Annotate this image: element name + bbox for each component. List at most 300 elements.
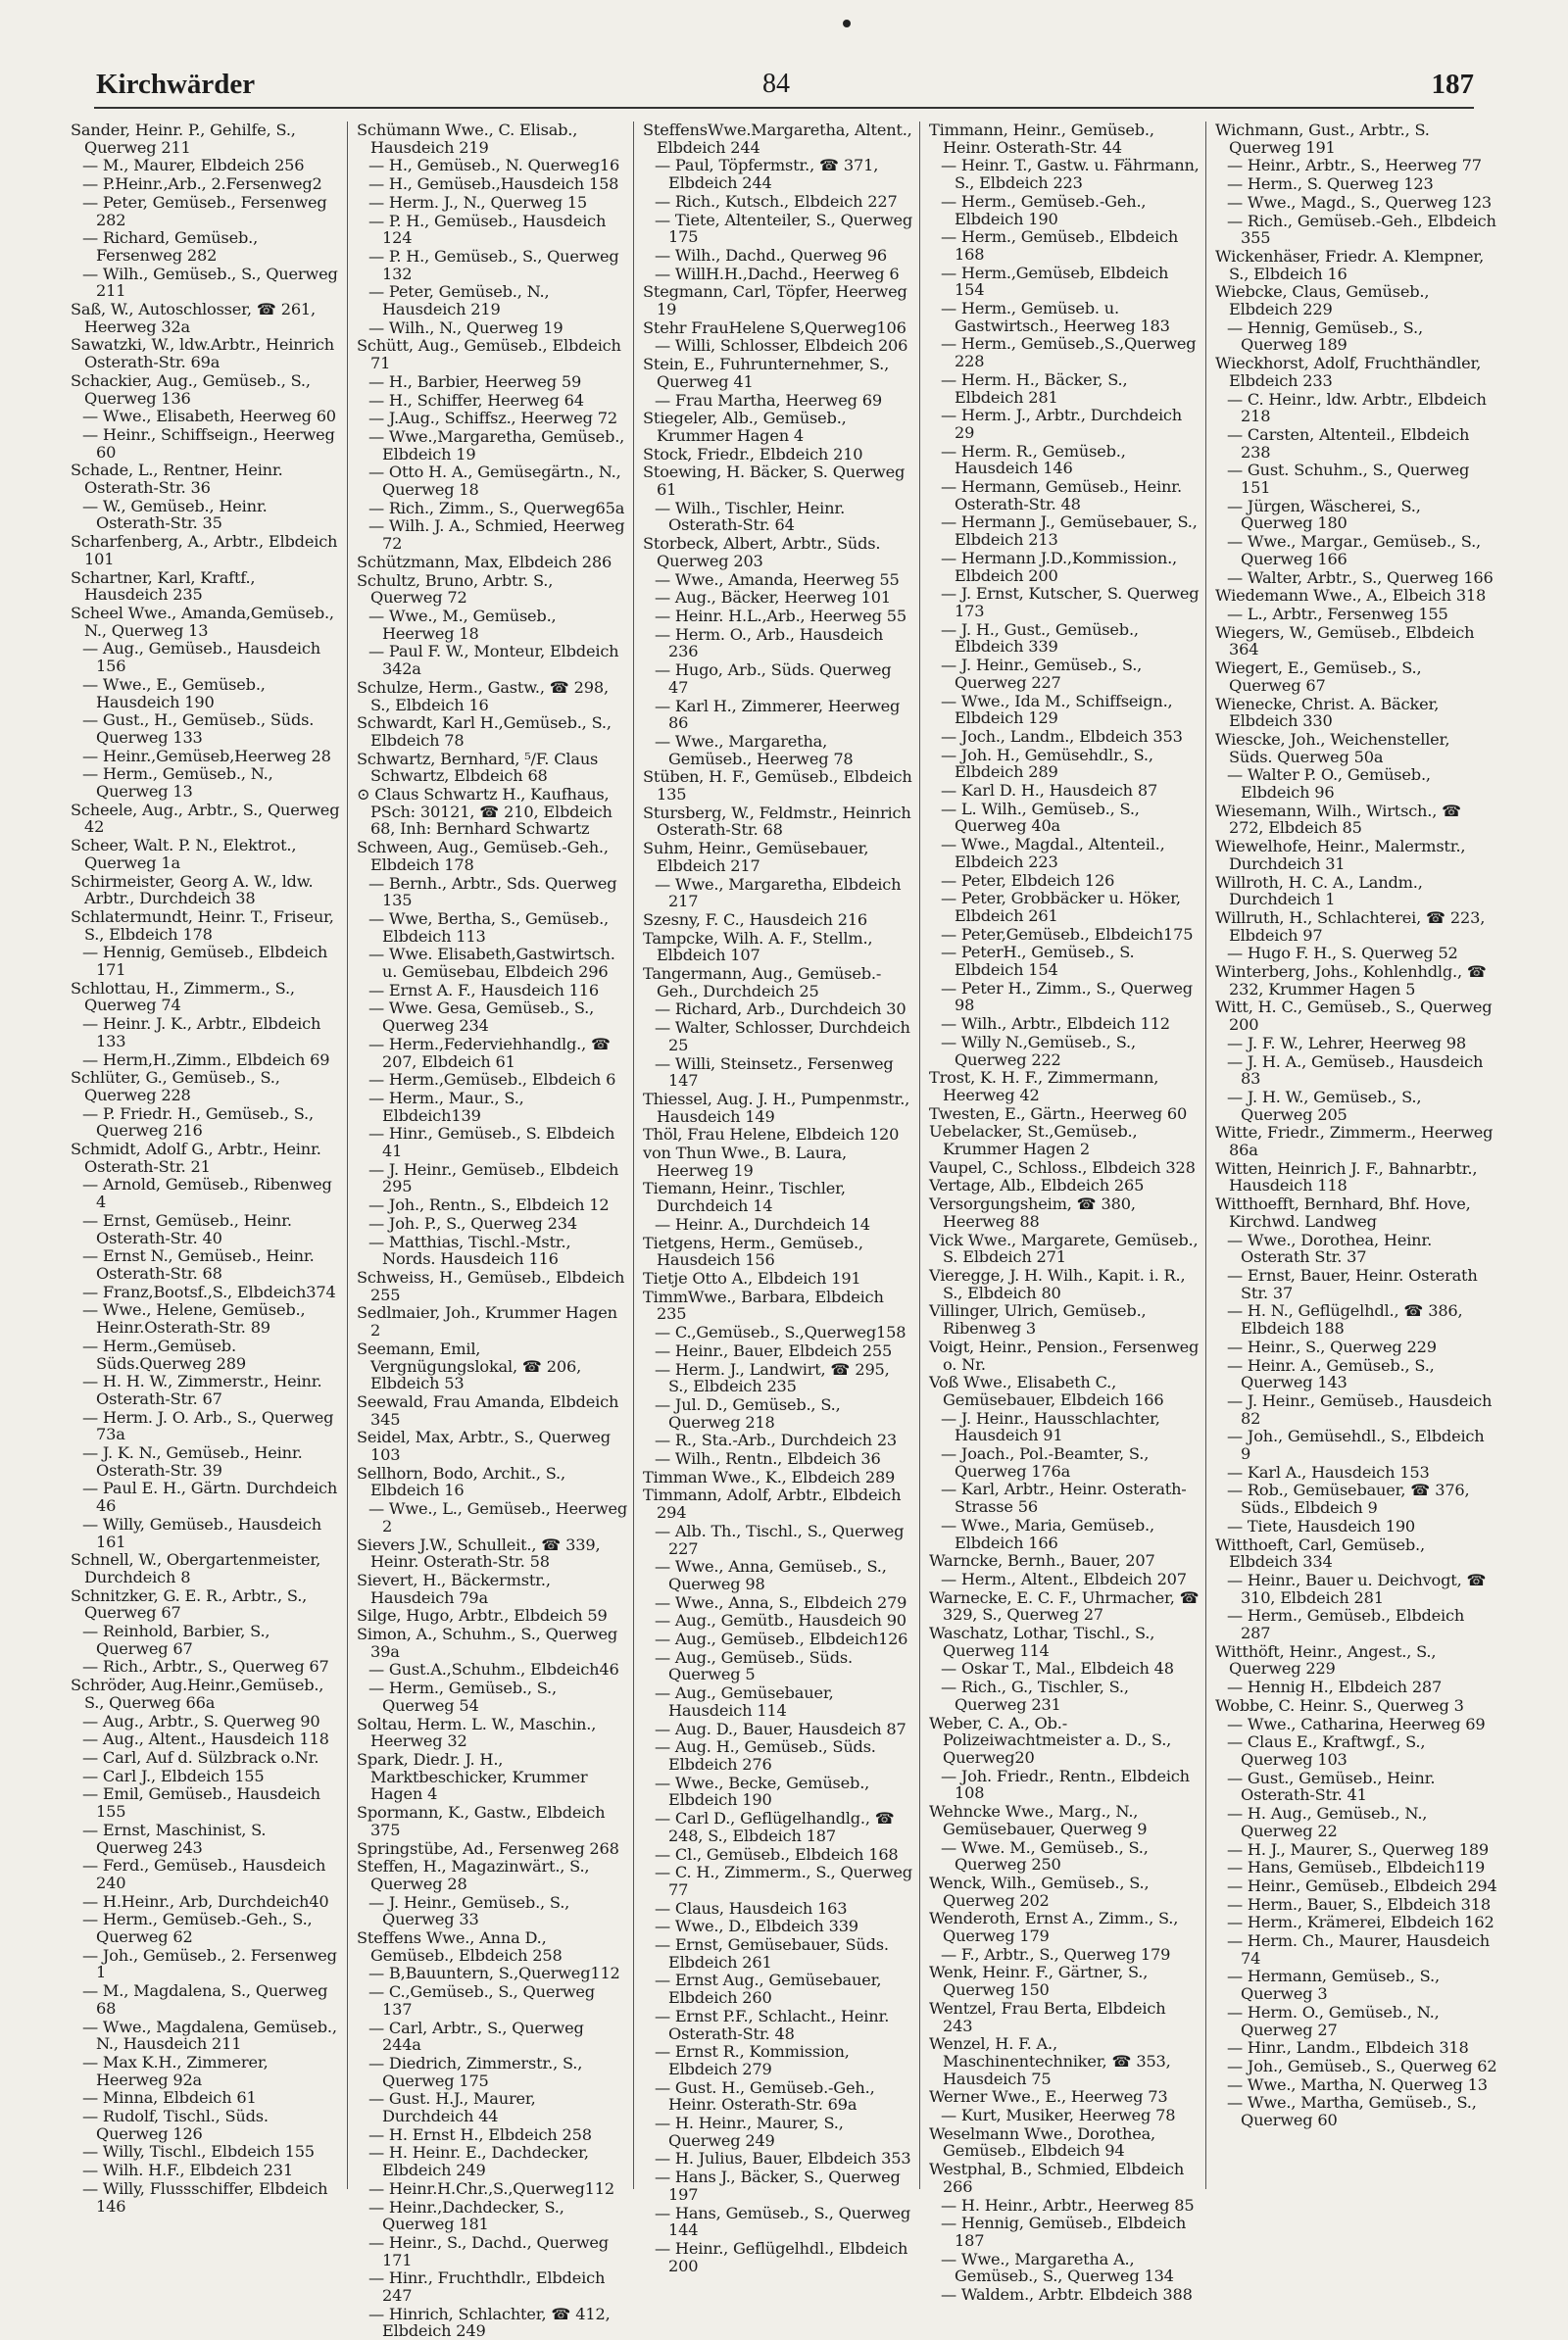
directory-entry: — Emil, Gemüseb., Hausdeich 155 — [82, 1784, 320, 1822]
directory-entry: SteffensWwe.Margaretha, Altent., Elbdeich 244 — [643, 121, 912, 157]
directory-column-1 — [67, 121, 341, 2216]
directory-entry: — H., Gemüseb., N. Querweg16 — [368, 156, 620, 175]
directory-entry: Schirmeister, Georg A. W., ldw. Arbtr., Durchdeich 38 — [71, 871, 314, 908]
directory-columns — [67, 121, 1497, 2340]
directory-entry: Tangermann, Aug., Gemüseb.-Geh., Durchdeich 25 — [643, 964, 882, 1000]
directory-entry: — M., Maurer, Elbdeich 256 — [82, 156, 305, 175]
directory-entry: — Carl, Arbtr., S., Querweg 244a — [368, 2018, 584, 2055]
directory-entry: Schlottau, H., Zimmerm., S., Querweg 74 — [71, 978, 295, 1015]
directory-entry: Schween, Aug., Gemüseb.-Geh., Elbdeich 178 — [357, 838, 609, 874]
directory-entry: — Rob., Gemüsebauer, ☎ 376, Süds., Elbdeich 9 — [1227, 1481, 1470, 1518]
directory-entry: — Waldem., Arbtr. Elbdeich 388 — [941, 2285, 1193, 2305]
directory-column-5 — [1211, 122, 1497, 2189]
directory-entry: — Willy, Flussschiffer, Elbdeich 146 — [82, 2178, 328, 2216]
directory-entry: — Max K.H., Zimmerer, Heerweg 92a — [82, 2052, 269, 2089]
directory-entry: Wiegert, E., Gemüseb., S., Querweg 67 — [1215, 658, 1422, 695]
directory-entry: — Rich., Arbtr., S., Querweg 67 — [82, 1657, 329, 1677]
directory-entry: — J. K. N., Gemüseb., Heinr. Osterath-Str. 39 — [82, 1443, 303, 1480]
directory-entry: Wiesemann, Wilh., Wirtsch., ☎ 272, Elbdeich 85 — [1215, 801, 1462, 838]
directory-entry: — Wwe. Elisabeth,Gastwirtsch. u. Gemüsebau, Elbdeich 296 — [368, 945, 615, 982]
directory-entry: — Herm., Altent., Elbdeich 207 — [941, 1569, 1187, 1588]
directory-entry: — Hermann J., Gemüsebauer, S., Elbdeich 213 — [941, 512, 1198, 550]
directory-entry: Stein, E., Fuhrunternehmer, S., Querweg 41 — [643, 355, 890, 391]
directory-entry: — Wwe., Ida M., Schiffseign., Elbdeich 129 — [941, 691, 1173, 728]
directory-entry: — Carl D., Geflügelhandlg., ☎ 248, S., Elbdeich 187 — [655, 1809, 895, 1845]
directory-entry: — Karl D. H., Hausdeich 87 — [941, 781, 1158, 801]
directory-entry: — Richard, Gemüseb., Fersenweg 282 — [82, 228, 259, 265]
directory-entry: — Diedrich, Zimmerstr., S., Querweg 175 — [368, 2053, 583, 2090]
directory-entry: — Richard, Arb., Durchdeich 30 — [655, 999, 906, 1019]
directory-entry: — Otto H. A., Gemüsegärtn., N., Querweg 18 — [368, 463, 621, 500]
directory-entry: — Herm.,Gemüseb., Elbdeich 6 — [368, 1070, 616, 1090]
directory-entry: — Joh. H., Gemüsehdlr., S., Elbdeich 289 — [941, 745, 1153, 782]
directory-entry: Schade, L., Rentner, Heinr. Osterath-Str. 36 — [71, 461, 283, 498]
directory-entry: — Wilh., Tischler, Heinr. Osterath-Str. 64 — [655, 498, 846, 535]
directory-entry: — Karl, Arbtr., Heinr. Osterath-Strasse 56 — [941, 1480, 1187, 1517]
directory-entry: — Wwe., Dorothea, Heinr. Osterath Str. 37 — [1227, 1230, 1433, 1267]
directory-entry: — H. H. W., Zimmerstr., Heinr. Osterath-Str. 67 — [82, 1372, 322, 1408]
directory-entry: — Willy, Tischl., Elbdeich 155 — [82, 2142, 315, 2162]
directory-entry: — Walter, Arbtr., S., Querweg 166 — [1227, 567, 1494, 587]
directory-entry: Voigt, Heinr., Pension., Fersenweg o. Nr. — [929, 1337, 1200, 1374]
directory-entry: Vertage, Alb., Elbdeich 265 — [929, 1176, 1145, 1195]
directory-entry: — Hans J., Bäcker, S., Querweg 197 — [655, 2168, 901, 2204]
directory-entry: Steffen, H., Magazinwärt., S., Querweg 28 — [357, 1857, 590, 1893]
directory-entry: — H. Heinr., Arbtr., Heerweg 85 — [941, 2195, 1195, 2215]
directory-entry: — Herm,H.,Zimm., Elbdeich 69 — [82, 1049, 330, 1069]
directory-entry: — J. H., Gust., Gemüseb., Elbdeich 339 — [941, 619, 1139, 657]
directory-entry: — Wwe., Margar., Gemüseb., S., Querweg 166 — [1227, 532, 1481, 568]
directory-entry: Schackier, Aug., Gemüseb., S., Querweg 136 — [71, 370, 311, 408]
directory-entry: Wentzel, Frau Berta, Elbdeich 243 — [929, 1998, 1166, 2035]
directory-entry: — Joh. P., S., Querweg 234 — [368, 1213, 577, 1233]
directory-entry: Seemann, Emil, Vergnügungslokal, ☎ 206, Elbdeich 53 — [357, 1339, 582, 1393]
directory-entry: — Willy N.,Gemüseb., S., Querweg 222 — [941, 1032, 1136, 1069]
directory-entry: Schmidt, Adolf G., Arbtr., Heinr. Osterath-Str. 21 — [71, 1140, 321, 1176]
directory-entry: — Heinr.,Dachdecker, S., Querweg 181 — [368, 2197, 564, 2234]
directory-entry: — Franz,Bootsf.,S., Elbdeich374 — [82, 1282, 336, 1301]
directory-entry: Stursberg, W., Feldmstr., Heinrich Osterath-Str. 68 — [643, 803, 911, 840]
directory-entry: — Karl A., Hausdeich 153 — [1227, 1462, 1430, 1482]
directory-entry: Schartner, Karl, Kraftf., Hausdeich 235 — [71, 567, 256, 605]
directory-entry: Spark, Diedr. J. H., Marktbeschicker, Krummer Hagen 4 — [357, 1749, 588, 1804]
directory-entry: — Tiete, Hausdeich 190 — [1227, 1516, 1416, 1536]
directory-entry: — Wwe., L., Gemüseb., Heerweg 2 — [368, 1499, 628, 1536]
directory-entry: — Arnold, Gemüseb., Ribenweg 4 — [82, 1175, 332, 1212]
directory-entry: — Carsten, Altenteil., Elbdeich 238 — [1227, 424, 1470, 462]
directory-entry: Simon, A., Schuhm., S., Querweg 39a — [357, 1625, 617, 1661]
directory-entry: — Wwe, Bertha, S., Gemüseb., Elbdeich 113 — [368, 908, 609, 946]
header-rule — [94, 107, 1474, 109]
directory-entry: — Ernst A. F., Hausdeich 116 — [368, 980, 599, 999]
directory-entry: Wiescke, Joh., Weichensteller, Süds. Querweg 50a — [1215, 729, 1450, 766]
directory-entry: — Wilh., Rentn., Elbdeich 36 — [655, 1449, 881, 1469]
directory-entry: — Hugo F. H., S. Querweg 52 — [1227, 944, 1458, 963]
page-header — [0, 69, 1568, 108]
directory-entry: — PeterH., Gemüseb., S. Elbdeich 154 — [941, 943, 1135, 980]
directory-entry: Sievers J.W., Schulleit., ☎ 339, Heinr. Osterath-Str. 58 — [357, 1535, 601, 1572]
directory-entry: — P. Friedr. H., Gemüseb., S., Querweg 216 — [82, 1103, 314, 1141]
directory-entry: — H. Julius, Bauer, Elbdeich 353 — [655, 2149, 911, 2169]
directory-entry: — P. H., Gemüseb., Hausdeich 124 — [368, 211, 607, 248]
directory-entry: — Ernst, Gemüsebauer, Süds. Elbdeich 261 — [655, 1935, 889, 1972]
directory-entry: — Herm., Bauer, S., Elbdeich 318 — [1227, 1894, 1491, 1914]
directory-entry: — Bernh., Arbtr., Sds. Querweg 135 — [368, 873, 617, 910]
directory-entry: — C. H., Zimmerm., S., Querweg 77 — [655, 1863, 912, 1899]
directory-entry: — Joh. Friedr., Rentn., Elbdeich 108 — [941, 1766, 1190, 1803]
directory-entry: — J. Ernst, Kutscher, S. Querweg 173 — [941, 584, 1200, 620]
directory-entry: — Herm., Gemüseb.-Geh., S., Querweg 62 — [82, 1910, 313, 1947]
directory-entry: Winterberg, Johs., Kohlenhdlg., ☎ 232, Krummer Hagen 5 — [1215, 962, 1487, 999]
directory-entry: — Joch., Landm., Elbdeich 353 — [941, 726, 1183, 746]
directory-entry: — L., Arbtr., Fersenweg 155 — [1227, 604, 1448, 623]
directory-entry: Springstübe, Ad., Fersenweg 268 — [357, 1838, 619, 1858]
directory-entry: Wiebcke, Claus, Gemüseb., Elbdeich 229 — [1215, 282, 1430, 319]
directory-entry: — Heinr., Gemüseb., Elbdeich 294 — [1227, 1876, 1497, 1895]
directory-entry: — H., Barbier, Heerweg 59 — [368, 371, 582, 391]
directory-entry: — Hermann, Gemüseb., S., Querweg 3 — [1227, 1967, 1440, 2004]
directory-entry: Witthöft, Heinr., Angest., S., Querweg 229 — [1215, 1641, 1437, 1679]
directory-entry: — Wwe., M., Gemüseb., Heerweg 18 — [368, 606, 557, 643]
directory-entry: Westphal, B., Schmied, Elbdeich 266 — [929, 2160, 1185, 2196]
directory-entry: — J. H. W., Gemüseb., S., Querweg 205 — [1227, 1087, 1422, 1124]
directory-entry: Seidel, Max, Arbtr., S., Querweg 103 — [357, 1428, 611, 1465]
directory-entry: — Karl H., Zimmerer, Heerweg 86 — [655, 696, 901, 733]
directory-entry: — Hinr., Gemüseb., S. Elbdeich 41 — [368, 1124, 615, 1161]
directory-entry: — H., Schiffer, Heerweg 64 — [368, 390, 584, 410]
directory-entry: — Hermann J.D.,Kommission., Elbdeich 200 — [941, 548, 1177, 585]
directory-entry: — Heinr.H.Chr.,S.,Querweg112 — [368, 2178, 614, 2198]
directory-column-4 — [925, 121, 1200, 2305]
directory-entry: Versorgungsheim, ☎ 380, Heerweg 88 — [929, 1194, 1136, 1231]
directory-column-3 — [639, 121, 913, 2275]
directory-entry: — Rich., G., Tischler, S., Querweg 231 — [941, 1678, 1129, 1714]
directory-entry: — Wwe. Gesa, Gemüseb., S., Querweg 234 — [368, 999, 595, 1036]
directory-entry: — Peter, Elbdeich 126 — [941, 870, 1115, 890]
directory-entry: — Rudolf, Tischl., Süds. Querweg 126 — [82, 2107, 269, 2143]
directory-entry: Wenzel, H. F. A., Maschinentechniker, ☎ 353, Hausdeich 75 — [929, 2034, 1171, 2088]
directory-entry: — Wwe., Margaretha, Gemüseb., Heerweg 78 — [655, 731, 854, 768]
directory-entry: — Wwe., Martha, Gemüseb., S., Querweg 60 — [1227, 2093, 1477, 2130]
directory-entry: — J. Heinr., Gemüseb., S., Querweg 33 — [368, 1892, 570, 1929]
directory-entry: Steffens Wwe., Anna D., Gemüseb., Elbdeich 258 — [357, 1928, 563, 1965]
directory-entry: — Wilh., Gemüseb., S., Querweg 211 — [82, 264, 338, 301]
column-divider — [347, 122, 348, 2189]
directory-entry: — Herm., Gemüseb.-Geh., Elbdeich 190 — [941, 191, 1147, 228]
directory-entry: Waschatz, Lothar, Tischl., S., Querweg 114 — [929, 1624, 1155, 1660]
directory-entry: — H. Aug., Gemüseb., N., Querweg 22 — [1227, 1804, 1428, 1840]
directory-entry: — Herm. J., Landwirt, ☎ 295, S., Elbdeich 235 — [655, 1359, 890, 1396]
directory-entry: — Heinr. A., Gemüseb., S., Querweg 143 — [1227, 1355, 1435, 1392]
directory-entry: Sievert, H., Bäckermstr., Hausdeich 79a — [357, 1570, 551, 1607]
directory-entry: — H., Gemüseb.,Hausdeich 158 — [368, 174, 619, 194]
directory-entry: — Herm., Gemüseb.,S.,Querweg 228 — [941, 334, 1197, 371]
directory-entry: — Kurt, Musiker, Heerweg 78 — [941, 2106, 1176, 2125]
directory-entry: Scheel Wwe., Amanda,Gemüseb., N., Querweg 13 — [71, 603, 334, 640]
page-number: 84 — [762, 69, 790, 99]
directory-entry: Witt, H. C., Gemüseb., S., Querweg 200 — [1215, 998, 1493, 1035]
directory-entry: — Peter, Grobbäcker u. Höker, Elbdeich 261 — [941, 889, 1181, 925]
directory-entry: Thöl, Frau Helene, Elbdeich 120 — [643, 1125, 900, 1145]
directory-entry: — Paul, Töpfermstr., ☎ 371, Elbdeich 244 — [655, 156, 879, 193]
directory-entry: — Wwe., Anna, Gemüseb., S., Querweg 98 — [655, 1557, 887, 1593]
directory-entry: — Wwe., Martha, N. Querweg 13 — [1227, 2074, 1488, 2094]
directory-entry: — R., Sta.-Arb., Durchdeich 23 — [655, 1431, 898, 1450]
directory-entry: — Herm. H., Bäcker, S., Elbdeich 281 — [941, 369, 1128, 407]
directory-entry: — Wwe., Amanda, Heerweg 55 — [655, 569, 900, 589]
directory-entry: Tiemann, Heinr., Tischler, Durchdeich 14 — [643, 1179, 846, 1216]
directory-entry: — Hugo, Arb., Süds. Querweg 47 — [655, 660, 892, 697]
directory-entry: Stegmann, Carl, Töpfer, Heerweg 19 — [643, 282, 907, 319]
directory-entry: — Herm. Ch., Maurer, Hausdeich 74 — [1227, 1931, 1490, 1968]
directory-entry: Schwardt, Karl H.,Gemüseb., S., Elbdeich 78 — [357, 713, 612, 750]
directory-entry: — Rich., Gemüseb.-Geh., Elbdeich 355 — [1227, 211, 1496, 248]
directory-entry: — Herm. O., Arb., Hausdeich 236 — [655, 624, 884, 661]
directory-entry: — Hennig, Gemüseb., Elbdeich 171 — [82, 943, 328, 980]
directory-entry: — Hinr., Fruchthdlr., Elbdeich 247 — [368, 2268, 606, 2306]
directory-entry: — Joach., Pol.-Beamter, S., Querweg 176a — [941, 1444, 1150, 1481]
directory-entry: Schweiss, H., Gemüseb., Elbdeich 255 — [357, 1268, 625, 1304]
directory-entry: — Claus E., Kraftwgf., S., Querweg 103 — [1227, 1732, 1426, 1769]
directory-entry: — Wwe.,Margaretha, Gemüseb., Elbdeich 19 — [368, 426, 625, 463]
directory-entry: Wieckhorst, Adolf, Fruchthändler, Elbdeich 233 — [1215, 354, 1482, 390]
directory-entry: Werner Wwe., E., Heerweg 73 — [929, 2087, 1168, 2107]
printed-dot — [843, 20, 851, 27]
directory-entry: — Wilh., Dachd., Querweg 96 — [655, 245, 887, 265]
directory-entry: — H. Heinr., Maurer, S., Querweg 249 — [655, 2114, 844, 2150]
directory-entry: Wickenhäser, Friedr. A. Klempner, S., Elbdeich 16 — [1215, 246, 1485, 283]
directory-entry: — Heinr. A., Durchdeich 14 — [655, 1214, 870, 1234]
directory-entry: Schnell, W., Obergartenmeister, Durchdeich 8 — [71, 1550, 321, 1586]
directory-entry: Schütt, Aug., Gemüseb., Elbdeich 71 — [357, 336, 621, 373]
directory-entry: — Wwe. M., Gemüseb., S., Querweg 250 — [941, 1837, 1149, 1875]
directory-entry: — Aug., Gemüseb., Hausdeich 156 — [82, 639, 320, 676]
directory-entry: — P. H., Gemüseb., S., Querweg 132 — [368, 246, 619, 283]
directory-entry: — Hennig H., Elbdeich 287 — [1227, 1678, 1443, 1697]
directory-entry: Scharfenberg, A., Arbtr., Elbdeich 101 — [71, 532, 338, 568]
directory-entry: — H.Heinr., Arb, Durchdeich40 — [82, 1891, 329, 1911]
directory-entry: Storbeck, Albert, Arbtr., Süds. Querweg 203 — [643, 534, 881, 570]
directory-entry: — Claus, Hausdeich 163 — [655, 1898, 848, 1918]
directory-entry: Vaupel, C., Schloss., Elbdeich 328 — [929, 1157, 1196, 1177]
directory-entry: — Herm. J., N., Querweg 15 — [368, 192, 587, 212]
directory-entry: — Reinhold, Barbier, S., Querweg 67 — [82, 1622, 270, 1658]
directory-entry: — Ernst, Gemüseb., Heinr. Osterath-Str. 40 — [82, 1210, 292, 1247]
directory-entry: Wobbe, C. Heinr. S., Querweg 3 — [1215, 1695, 1464, 1715]
directory-entry: — Herm.,Gemüseb, Elbdeich 154 — [941, 263, 1169, 300]
directory-entry: — Joh., Gemüseb., 2. Fersenweg 1 — [82, 1945, 337, 1982]
directory-entry: Scheele, Aug., Arbtr., S., Querweg 42 — [71, 800, 340, 837]
directory-entry: Wiegers, W., Gemüseb., Elbdeich 364 — [1215, 622, 1475, 659]
directory-entry: — J. Heinr., Hausschlachter, Hausdeich 91 — [941, 1408, 1160, 1445]
directory-entry: — Carl J., Elbdeich 155 — [82, 1766, 265, 1785]
directory-entry: — Joh., Rentn., S., Elbdeich 12 — [368, 1195, 610, 1215]
directory-entry: — Herm., Krämerei, Elbdeich 162 — [1227, 1913, 1494, 1932]
directory-entry: — Alb. Th., Tischl., S., Querweg 227 — [655, 1521, 905, 1558]
directory-entry: — H. J., Maurer, S., Querweg 189 — [1227, 1839, 1490, 1859]
directory-entry: — Peter H., Zimm., S., Querweg 98 — [941, 978, 1193, 1015]
directory-entry: Witthoeft, Carl, Gemüseb., Elbdeich 334 — [1215, 1535, 1425, 1572]
directory-entry: — Hermann, Gemüseb., Heinr. Osterath-Str. 48 — [941, 477, 1182, 513]
directory-entry: Schlatermundt, Heinr. T., Friseur, S., Elbdeich 178 — [71, 906, 334, 944]
directory-entry: Weber, C. A., Ob.-Polizeiwachtmeister a. D., S., Querweg20 — [929, 1713, 1172, 1767]
directory-entry: — Wwe., Becke, Gemüseb., Elbdeich 190 — [655, 1773, 870, 1810]
directory-entry: — Aug., Arbtr., S. Querweg 90 — [82, 1711, 320, 1731]
directory-entry: — Wwe., D., Elbdeich 339 — [655, 1917, 858, 1936]
directory-entry: — Peter, Gemüseb., N., Hausdeich 219 — [368, 282, 550, 319]
directory-entry: Scheer, Walt. P. N., Elektrot., Querweg 1a — [71, 836, 297, 872]
directory-entry: Schultz, Bruno, Arbtr. S., Querweg 72 — [357, 570, 554, 608]
directory-entry: Timman Wwe., K., Elbdeich 289 — [643, 1467, 896, 1487]
directory-entry: — Wwe., Elisabeth, Heerweg 60 — [82, 407, 336, 426]
directory-entry: — Hennig, Gemüseb., Elbdeich 187 — [941, 2214, 1187, 2250]
directory-entry: — Jul. D., Gemüseb., S., Querweg 218 — [655, 1394, 841, 1432]
directory-entry: Wiedemann Wwe., A., Elbeich 318 — [1215, 586, 1487, 606]
directory-entry: — J. H. A., Gemüseb., Hausdeich 83 — [1227, 1051, 1484, 1089]
directory-entry: Tietje Otto A., Elbdeich 191 — [643, 1269, 861, 1288]
directory-entry: — Herm.,Gemüseb. Süds.Querweg 289 — [82, 1336, 246, 1373]
directory-entry: Witte, Friedr., Zimmerm., Heerweg 86a — [1215, 1123, 1494, 1160]
directory-entry: — Herm., Gemüseb. u. Gastwirtsch., Heerweg 183 — [941, 299, 1170, 335]
directory-entry: — Heinr. H.L.,Arb., Heerweg 55 — [655, 606, 906, 625]
directory-entry: — Matthias, Tischl.-Mstr., Nords. Hausdeich 116 — [368, 1232, 571, 1269]
directory-entry: — C.,Gemüseb., S.,Querweg158 — [655, 1323, 906, 1342]
directory-entry: — Herm. R., Gemüseb., Hausdeich 146 — [941, 441, 1126, 478]
directory-entry: Wenderoth, Ernst A., Zimm., S., Querweg 179 — [929, 1909, 1179, 1946]
directory-entry: — Gust.A.,Schuhm., Elbdeich46 — [368, 1660, 619, 1680]
directory-entry: — Gust. H.J., Maurer, Durchdeich 44 — [368, 2089, 536, 2126]
directory-entry: — H. Heinr. E., Dachdecker, Elbdeich 249 — [368, 2143, 589, 2180]
directory-entry: Soltau, Herm. L. W., Maschin., Heerweg 32 — [357, 1714, 597, 1751]
directory-entry: — Hinr., Landm., Elbdeich 318 — [1227, 2038, 1469, 2058]
directory-column-2 — [353, 121, 628, 2340]
directory-entry: — Herm. O., Gemüseb., N., Querweg 27 — [1227, 2002, 1440, 2039]
directory-entry: Voß Wwe., Elisabeth C., Gemüsebauer, Elbdeich 166 — [929, 1373, 1164, 1409]
directory-entry: Warncke, Bernh., Bauer, 207 — [929, 1551, 1155, 1571]
directory-entry: Thiessel, Aug. J. H., Pumpenmstr., Hausdeich 149 — [643, 1089, 910, 1126]
directory-entry: — W., Gemüseb., Heinr. Osterath-Str. 35 — [82, 496, 268, 533]
directory-entry: Saß, W., Autoschlosser, ☎ 261, Heerweg 32a — [71, 300, 316, 336]
directory-entry: Vick Wwe., Margarete, Gemüseb., S. Elbdeich 271 — [929, 1230, 1199, 1267]
directory-entry: Wenck, Wilh., Gemüseb., S., Querweg 202 — [929, 1873, 1150, 1910]
directory-entry: Wienecke, Christ. A. Bäcker, Elbdeich 330 — [1215, 694, 1440, 731]
directory-entry: — Heinr. J. K., Arbtr., Elbdeich 133 — [82, 1014, 321, 1050]
directory-entry: — Wilh., N., Querweg 19 — [368, 317, 564, 337]
directory-entry: — Heinr., Geflügelhdl., Elbdeich 200 — [655, 2238, 908, 2275]
directory-entry: Timmann, Heinr., Gemüseb., Heinr. Osterath-Str. 44 — [929, 121, 1154, 157]
directory-entry: — Heinr. T., Gastw. u. Fährmann, S., Elbdeich 223 — [941, 156, 1200, 193]
directory-entry: — C.,Gemüseb., S., Querweg 137 — [368, 1982, 595, 2019]
directory-entry: Schröder, Aug.Heinr.,Gemüseb., S., Querweg 66a — [71, 1676, 324, 1712]
directory-entry: Warnecke, E. C. F., Uhrmacher, ☎ 329, S., Querweg 27 — [929, 1587, 1200, 1625]
directory-entry: — Heinr., Arbtr., S., Heerweg 77 — [1227, 156, 1482, 175]
directory-entry: — Cl., Gemüseb., Elbdeich 168 — [655, 1844, 899, 1864]
directory-entry: — Rich., Zimm., S., Querweg65a — [368, 498, 625, 517]
directory-entry: — J. Heinr., Gemüseb., Hausdeich 82 — [1227, 1390, 1493, 1428]
directory-entry: — Wwe., Anna, S., Elbdeich 279 — [655, 1592, 907, 1612]
directory-entry: Sedlmaier, Joh., Krummer Hagen 2 — [357, 1303, 617, 1341]
directory-entry: Weselmann Wwe., Dorothea, Gemüseb., Elbdeich 94 — [929, 2123, 1155, 2161]
directory-entry: — Gust., Gemüseb., Heinr. Osterath-Str. 41 — [1227, 1768, 1436, 1805]
directory-entry: Wichmann, Gust., Arbtr., S. Querweg 191 — [1215, 121, 1430, 157]
directory-entry: — Ernst R., Kommission, Elbdeich 279 — [655, 2042, 850, 2078]
directory-entry: Vieregge, J. H. Wilh., Kapit. i. R., S., Elbdeich 80 — [929, 1266, 1186, 1302]
directory-entry: Schulze, Herm., Gastw., ☎ 298, S., Elbdeich 16 — [357, 677, 609, 714]
directory-entry: — Heinr., Schiffseign., Heerweg 60 — [82, 424, 335, 462]
directory-entry: Timmann, Adolf, Arbtr., Elbdeich 294 — [643, 1486, 902, 1523]
directory-entry: Wenk, Heinr. F., Gärtner, S., Querweg 150 — [929, 1963, 1149, 2000]
directory-entry: — Joh., Gemüsehdl., S., Elbdeich 9 — [1227, 1427, 1485, 1464]
directory-entry: — Aug., Altent., Hausdeich 118 — [82, 1730, 329, 1749]
directory-entry: Spormann, K., Gastw., Elbdeich 375 — [357, 1803, 606, 1839]
directory-entry: ⊙ Claus Schwartz H., Kaufhaus, PSch: 30121, ☎ 210, Elbdeich 68, Inh: Bernhard Schwartz — [357, 785, 612, 839]
directory-entry: — Wwe., Helene, Gemüseb., Heinr.Osterath-Str. 89 — [82, 1300, 306, 1338]
directory-entry: — Wilh. H.F., Elbdeich 231 — [82, 2161, 293, 2180]
directory-entry: — J. Heinr., Gemüseb., Elbdeich 295 — [368, 1159, 619, 1196]
directory-entry: — Heinr., S., Querweg 229 — [1227, 1337, 1437, 1356]
directory-entry: — Willi, Steinsetz., Fersenweg 147 — [655, 1053, 894, 1091]
directory-entry: Tietgens, Herm., Gemüseb., Hausdeich 156 — [643, 1233, 863, 1270]
directory-entry: — Hans, Gemüseb., S., Querweg 144 — [655, 2203, 911, 2240]
directory-entry: — Minna, Elbdeich 61 — [82, 2088, 257, 2108]
directory-entry: — Wilh., Arbtr., Elbdeich 112 — [941, 1014, 1170, 1034]
directory-entry: — Oskar T., Mal., Elbdeich 48 — [941, 1659, 1174, 1679]
directory-entry: — Aug., Bäcker, Heerweg 101 — [655, 588, 891, 608]
directory-entry: — M., Magdalena, S., Querweg 68 — [82, 1981, 328, 2018]
directory-entry: — Tiete, Altenteiler, S., Querweg 175 — [655, 210, 913, 247]
directory-entry: — Rich., Kutsch., Elbdeich 227 — [655, 191, 898, 211]
running-number: 187 — [1431, 69, 1474, 100]
directory-entry: — F., Arbtr., S., Querweg 179 — [941, 1944, 1171, 1964]
directory-entry: — Jürgen, Wäscherei, S., Querweg 180 — [1227, 496, 1421, 533]
directory-entry: — Ernst P.F., Schlacht., Heinr. Osterath-Str. 48 — [655, 2006, 890, 2043]
directory-entry: — Paul F. W., Monteur, Elbdeich 342a — [368, 642, 619, 679]
directory-entry: Stoewing, H. Bäcker, S. Querweg 61 — [643, 463, 906, 500]
column-divider — [1205, 122, 1206, 2189]
directory-entry: Villinger, Ulrich, Gemüseb., Ribenweg 3 — [929, 1301, 1147, 1339]
directory-entry: — Ernst Aug., Gemüsebauer, Elbdeich 260 — [655, 1971, 882, 2008]
directory-entry: Sawatzki, W., ldw.Arbtr., Heinrich Osterath-Str. 69a — [71, 335, 335, 372]
directory-entry: — Wwe., Magdal., Altenteil., Elbdeich 223 — [941, 835, 1165, 871]
directory-entry: — J. F. W., Lehrer, Heerweg 98 — [1227, 1033, 1466, 1052]
directory-entry: — Gust. H., Gemüseb.-Geh., Heinr. Osterath-Str. 69a — [655, 2077, 875, 2115]
directory-entry: — Herm., Gemüseb., Elbdeich 168 — [941, 227, 1179, 264]
directory-entry: — Aug. H., Gemüseb., Süds. Elbdeich 276 — [655, 1737, 876, 1774]
directory-entry: Stehr FrauHelene S,Querweg106 — [643, 317, 906, 337]
directory-entry: — Heinr., S., Dachd., Querweg 171 — [368, 2232, 609, 2269]
directory-entry: — Herm., Gemüseb., N., Querweg 13 — [82, 764, 273, 802]
directory-entry: — Peter,Gemüseb., Elbdeich175 — [941, 924, 1194, 944]
directory-entry: — Walter, Schlosser, Durchdeich 25 — [655, 1018, 910, 1054]
directory-entry: Silge, Hugo, Arbtr., Elbdeich 59 — [357, 1606, 608, 1626]
directory-entry: — Willi, Schlosser, Elbdeich 206 — [655, 336, 908, 356]
directory-entry: — Hans, Gemüseb., Elbdeich119 — [1227, 1858, 1486, 1877]
directory-entry: — Ernst, Maschinist, S. Querweg 243 — [82, 1820, 267, 1857]
directory-entry: Uebelacker, St.,Gemüseb., Krummer Hagen 2 — [929, 1122, 1138, 1159]
directory-entry: — Peter, Gemüseb., Fersenweg 282 — [82, 192, 327, 229]
directory-entry: Wiewelhofe, Heinr., Malermstr., Durchdeich 31 — [1215, 837, 1466, 873]
directory-entry: — Ernst N., Gemüseb., Heinr. Osterath-Str. 68 — [82, 1246, 315, 1283]
directory-entry: — Herm., Maur., S., Elbdeich139 — [368, 1088, 524, 1125]
directory-entry: — Heinr., Bauer, Elbdeich 255 — [655, 1341, 893, 1360]
directory-entry: — J.Aug., Schiffsz., Heerweg 72 — [368, 409, 617, 428]
directory-entry: — P.Heinr.,Arb., 2.Fersenweg2 — [82, 174, 322, 194]
directory-entry: — Aug., Gemütb., Hausdeich 90 — [655, 1611, 906, 1631]
directory-entry: — Herm., Gemüseb., Elbdeich 287 — [1227, 1606, 1465, 1643]
directory-entry: Stock, Friedr., Elbdeich 210 — [643, 444, 863, 463]
directory-entry: Szesny, F. C., Hausdeich 216 — [643, 909, 868, 929]
directory-entry: — Aug., Gemüsebauer, Hausdeich 114 — [655, 1683, 834, 1720]
